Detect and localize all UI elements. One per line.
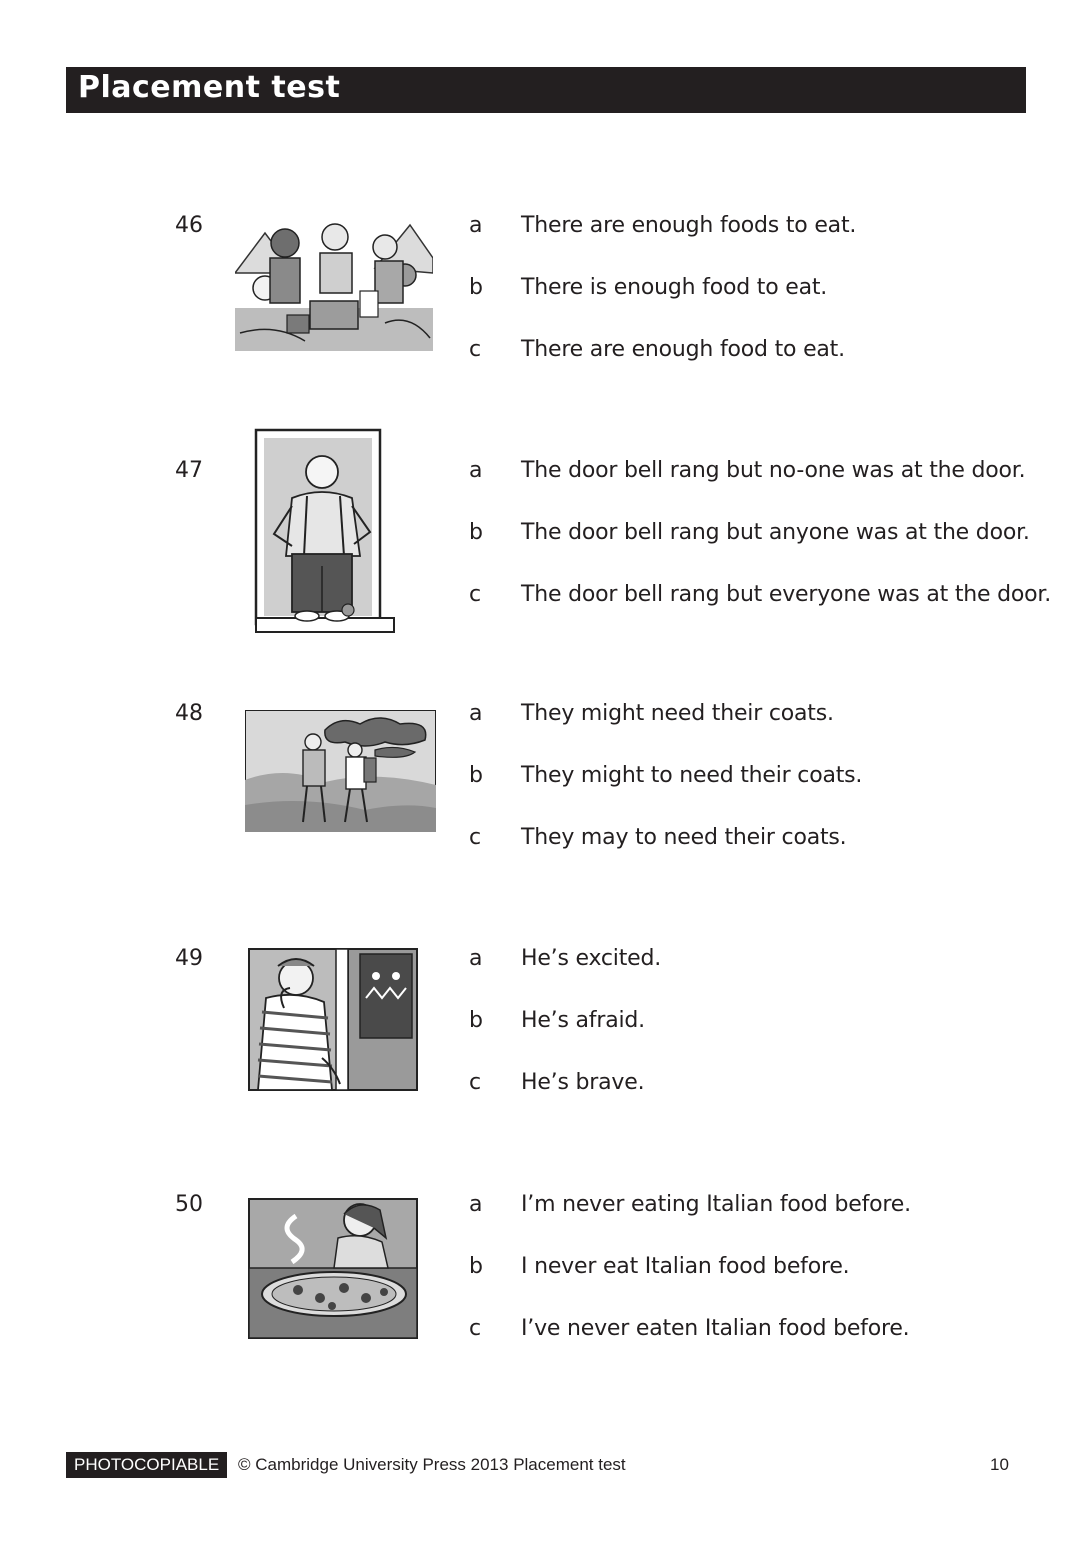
question-number: 49 xyxy=(175,946,203,971)
option-letter: b xyxy=(469,763,483,788)
photocopiable-badge: PHOTOCOPIABLE xyxy=(66,1452,227,1478)
option-letter: b xyxy=(469,1254,483,1279)
hikers-under-clouds-illustration xyxy=(245,710,436,832)
option-text: The door bell rang but anyone was at the door. xyxy=(521,520,1030,545)
option-text: He’s afraid. xyxy=(521,1008,645,1033)
question-number: 50 xyxy=(175,1192,203,1217)
option-letter: a xyxy=(469,213,483,238)
girl-with-pizza-illustration xyxy=(248,1198,418,1339)
option-letter: c xyxy=(469,582,482,607)
question-number: 47 xyxy=(175,458,203,483)
copyright-text: © Cambridge University Press 2013 Placement test xyxy=(238,1455,626,1474)
scared-man-window-illustration xyxy=(248,948,418,1091)
option-letter: c xyxy=(469,1070,482,1095)
option-letter: b xyxy=(469,520,483,545)
page-footer xyxy=(66,1452,1026,1478)
option-text: The door bell rang but no-one was at the door. xyxy=(521,458,1026,483)
option-letter: b xyxy=(469,1008,483,1033)
option-letter: a xyxy=(469,458,483,483)
option-text: There is enough food to eat. xyxy=(521,275,828,300)
page-number: 10 xyxy=(990,1455,1009,1474)
option-text: The door bell rang but everyone was at the door. xyxy=(521,582,1052,607)
option-letter: c xyxy=(469,825,482,850)
option-text: They might need their coats. xyxy=(521,701,834,726)
option-text: There are enough foods to eat. xyxy=(521,213,857,238)
question-number: 46 xyxy=(175,213,203,238)
option-text: They might to need their coats. xyxy=(521,763,863,788)
option-text: I never eat Italian food before. xyxy=(521,1254,850,1279)
question-number: 48 xyxy=(175,701,203,726)
option-letter: a xyxy=(469,946,483,971)
option-text: He’s excited. xyxy=(521,946,662,971)
page-title: Placement test xyxy=(78,70,341,105)
option-text: I’m never eating Italian food before. xyxy=(521,1192,911,1217)
campers-eating-illustration xyxy=(235,213,433,351)
option-text: I’ve never eaten Italian food before. xyxy=(521,1316,910,1341)
option-text: They may to need their coats. xyxy=(521,825,847,850)
header-bar xyxy=(66,67,1026,113)
option-letter: a xyxy=(469,1192,483,1217)
option-letter: a xyxy=(469,701,483,726)
man-at-doorway-illustration xyxy=(252,426,398,642)
option-letter: b xyxy=(469,275,483,300)
option-text: He’s brave. xyxy=(521,1070,645,1095)
option-letter: c xyxy=(469,337,482,362)
option-text: There are enough food to eat. xyxy=(521,337,845,362)
option-letter: c xyxy=(469,1316,482,1341)
